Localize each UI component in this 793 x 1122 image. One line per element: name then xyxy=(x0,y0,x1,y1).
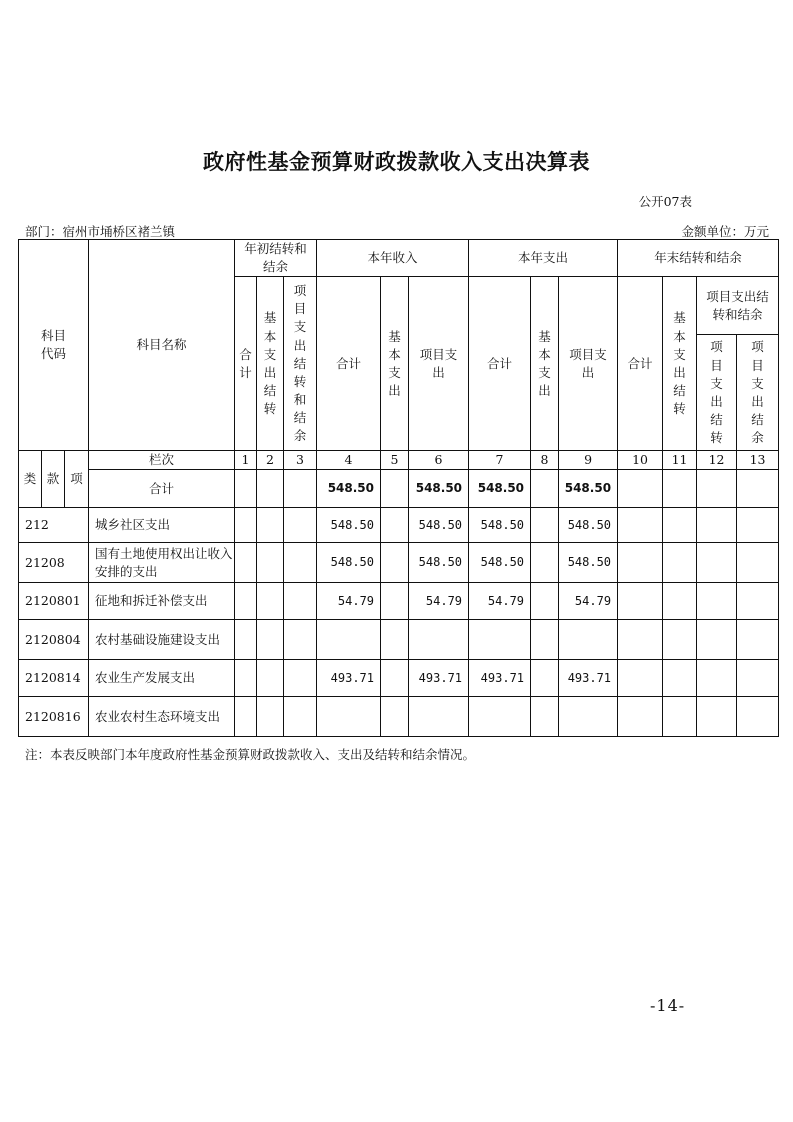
row-code: 2120804 xyxy=(19,620,89,660)
opening-basic-header: 基本支出结转 xyxy=(257,277,284,451)
row-code: 2120814 xyxy=(19,660,89,697)
row-income-project: 493.71 xyxy=(409,660,469,697)
col-number: 8 xyxy=(531,451,559,470)
table-row xyxy=(19,543,779,583)
subject-name-header: 科目名称 xyxy=(89,240,235,451)
row-expense-total xyxy=(469,620,531,660)
total-row xyxy=(19,470,779,508)
expense-project-header: 项目支出 xyxy=(559,277,618,451)
closing-basic-header: 基本支出结转 xyxy=(663,277,697,451)
kuan-header: 款 xyxy=(42,451,65,508)
total-income-project: 548.50 xyxy=(409,470,469,508)
subject-code-header: 科目代码 xyxy=(19,240,89,451)
row-income-total: 493.71 xyxy=(317,660,381,697)
row-name: 国有土地使用权出让收入安排的支出 xyxy=(89,543,235,583)
unit-label: 金额单位：万元 xyxy=(681,224,769,239)
income-total-header: 合计 xyxy=(317,277,381,451)
table-row xyxy=(19,620,779,660)
row-name: 城乡社区支出 xyxy=(89,508,235,543)
col-number: 11 xyxy=(663,451,697,470)
row-income-total xyxy=(317,620,381,660)
row-expense-total: 548.50 xyxy=(469,508,531,543)
row-code: 212 xyxy=(19,508,89,543)
cell xyxy=(257,470,284,508)
total-label: 合计 xyxy=(89,470,235,508)
row-income-project xyxy=(409,620,469,660)
col-number: 5 xyxy=(381,451,409,470)
col-number: 9 xyxy=(559,451,618,470)
total-income-total: 548.50 xyxy=(317,470,381,508)
row-name: 农业生产发展支出 xyxy=(89,660,235,697)
row-code: 2120816 xyxy=(19,697,89,737)
income-basic-header: 基本支出 xyxy=(381,277,409,451)
row-income-project: 548.50 xyxy=(409,508,469,543)
page-number: -14- xyxy=(650,996,686,1015)
row-name: 农业农村生态环境支出 xyxy=(89,697,235,737)
cell xyxy=(284,470,317,508)
row-expense-project: 548.50 xyxy=(559,508,618,543)
expense-basic-header: 基本支出 xyxy=(531,277,559,451)
table-row xyxy=(19,697,779,737)
closing-project-carry-header: 项目支出结转 xyxy=(697,335,737,451)
table-note: 注：本表反映部门本年度政府性基金预算财政拨款收入、支出及结转和结余情况。 xyxy=(25,747,476,762)
row-name: 征地和拆迁补偿支出 xyxy=(89,583,235,620)
row-code: 21208 xyxy=(19,543,89,583)
opening-balance-header: 年初结转和结余 xyxy=(235,240,317,277)
fund-budget-table xyxy=(18,239,779,737)
xiang-header: 项 xyxy=(65,451,89,508)
row-expense-project xyxy=(559,620,618,660)
cell xyxy=(381,470,409,508)
row-expense-project xyxy=(559,697,618,737)
table-row xyxy=(19,583,779,620)
row-expense-total: 493.71 xyxy=(469,660,531,697)
row-income-total: 548.50 xyxy=(317,508,381,543)
col-number: 4 xyxy=(317,451,381,470)
total-expense-total: 548.50 xyxy=(469,470,531,508)
row-index-label: 栏次 xyxy=(89,451,235,470)
row-income-total: 548.50 xyxy=(317,543,381,583)
page-title: 政府性基金预算财政拨款收入支出决算表 xyxy=(203,150,590,174)
row-expense-project: 493.71 xyxy=(559,660,618,697)
opening-project-header: 项目支出结转和结余 xyxy=(284,277,317,451)
expense-header: 本年支出 xyxy=(469,240,618,277)
cell xyxy=(737,470,779,508)
col-number: 6 xyxy=(409,451,469,470)
row-name: 农村基础设施建设支出 xyxy=(89,620,235,660)
row-income-total xyxy=(317,697,381,737)
row-expense-project: 548.50 xyxy=(559,543,618,583)
col-number: 7 xyxy=(469,451,531,470)
col-number: 1 xyxy=(235,451,257,470)
closing-total-header: 合计 xyxy=(618,277,663,451)
cell xyxy=(618,470,663,508)
row-income-project: 54.79 xyxy=(409,583,469,620)
cell xyxy=(235,470,257,508)
row-code: 2120801 xyxy=(19,583,89,620)
row-income-total: 54.79 xyxy=(317,583,381,620)
row-expense-total: 54.79 xyxy=(469,583,531,620)
table-row xyxy=(19,660,779,697)
income-header: 本年收入 xyxy=(317,240,469,277)
closing-project-header: 项目支出结转和结余 xyxy=(697,277,779,335)
closing-project-balance-header: 项目支出结余 xyxy=(737,335,779,451)
cell xyxy=(531,470,559,508)
expense-total-header: 合计 xyxy=(469,277,531,451)
col-number: 3 xyxy=(284,451,317,470)
col-number: 12 xyxy=(697,451,737,470)
col-number: 10 xyxy=(618,451,663,470)
income-project-header: 项目支出 xyxy=(409,277,469,451)
table-code: 公开07表 xyxy=(638,194,692,209)
row-income-project xyxy=(409,697,469,737)
table-row xyxy=(19,508,779,543)
col-number: 13 xyxy=(737,451,779,470)
total-expense-project: 548.50 xyxy=(559,470,618,508)
row-expense-total: 548.50 xyxy=(469,543,531,583)
row-expense-project: 54.79 xyxy=(559,583,618,620)
opening-total-header: 合计 xyxy=(235,277,257,451)
lei-header: 类 xyxy=(19,451,42,508)
cell xyxy=(697,470,737,508)
department-label: 部门：宿州市埇桥区褚兰镇 xyxy=(25,224,176,239)
col-number: 2 xyxy=(257,451,284,470)
closing-balance-header: 年末结转和结余 xyxy=(618,240,779,277)
row-income-project: 548.50 xyxy=(409,543,469,583)
cell xyxy=(663,470,697,508)
row-expense-total xyxy=(469,697,531,737)
